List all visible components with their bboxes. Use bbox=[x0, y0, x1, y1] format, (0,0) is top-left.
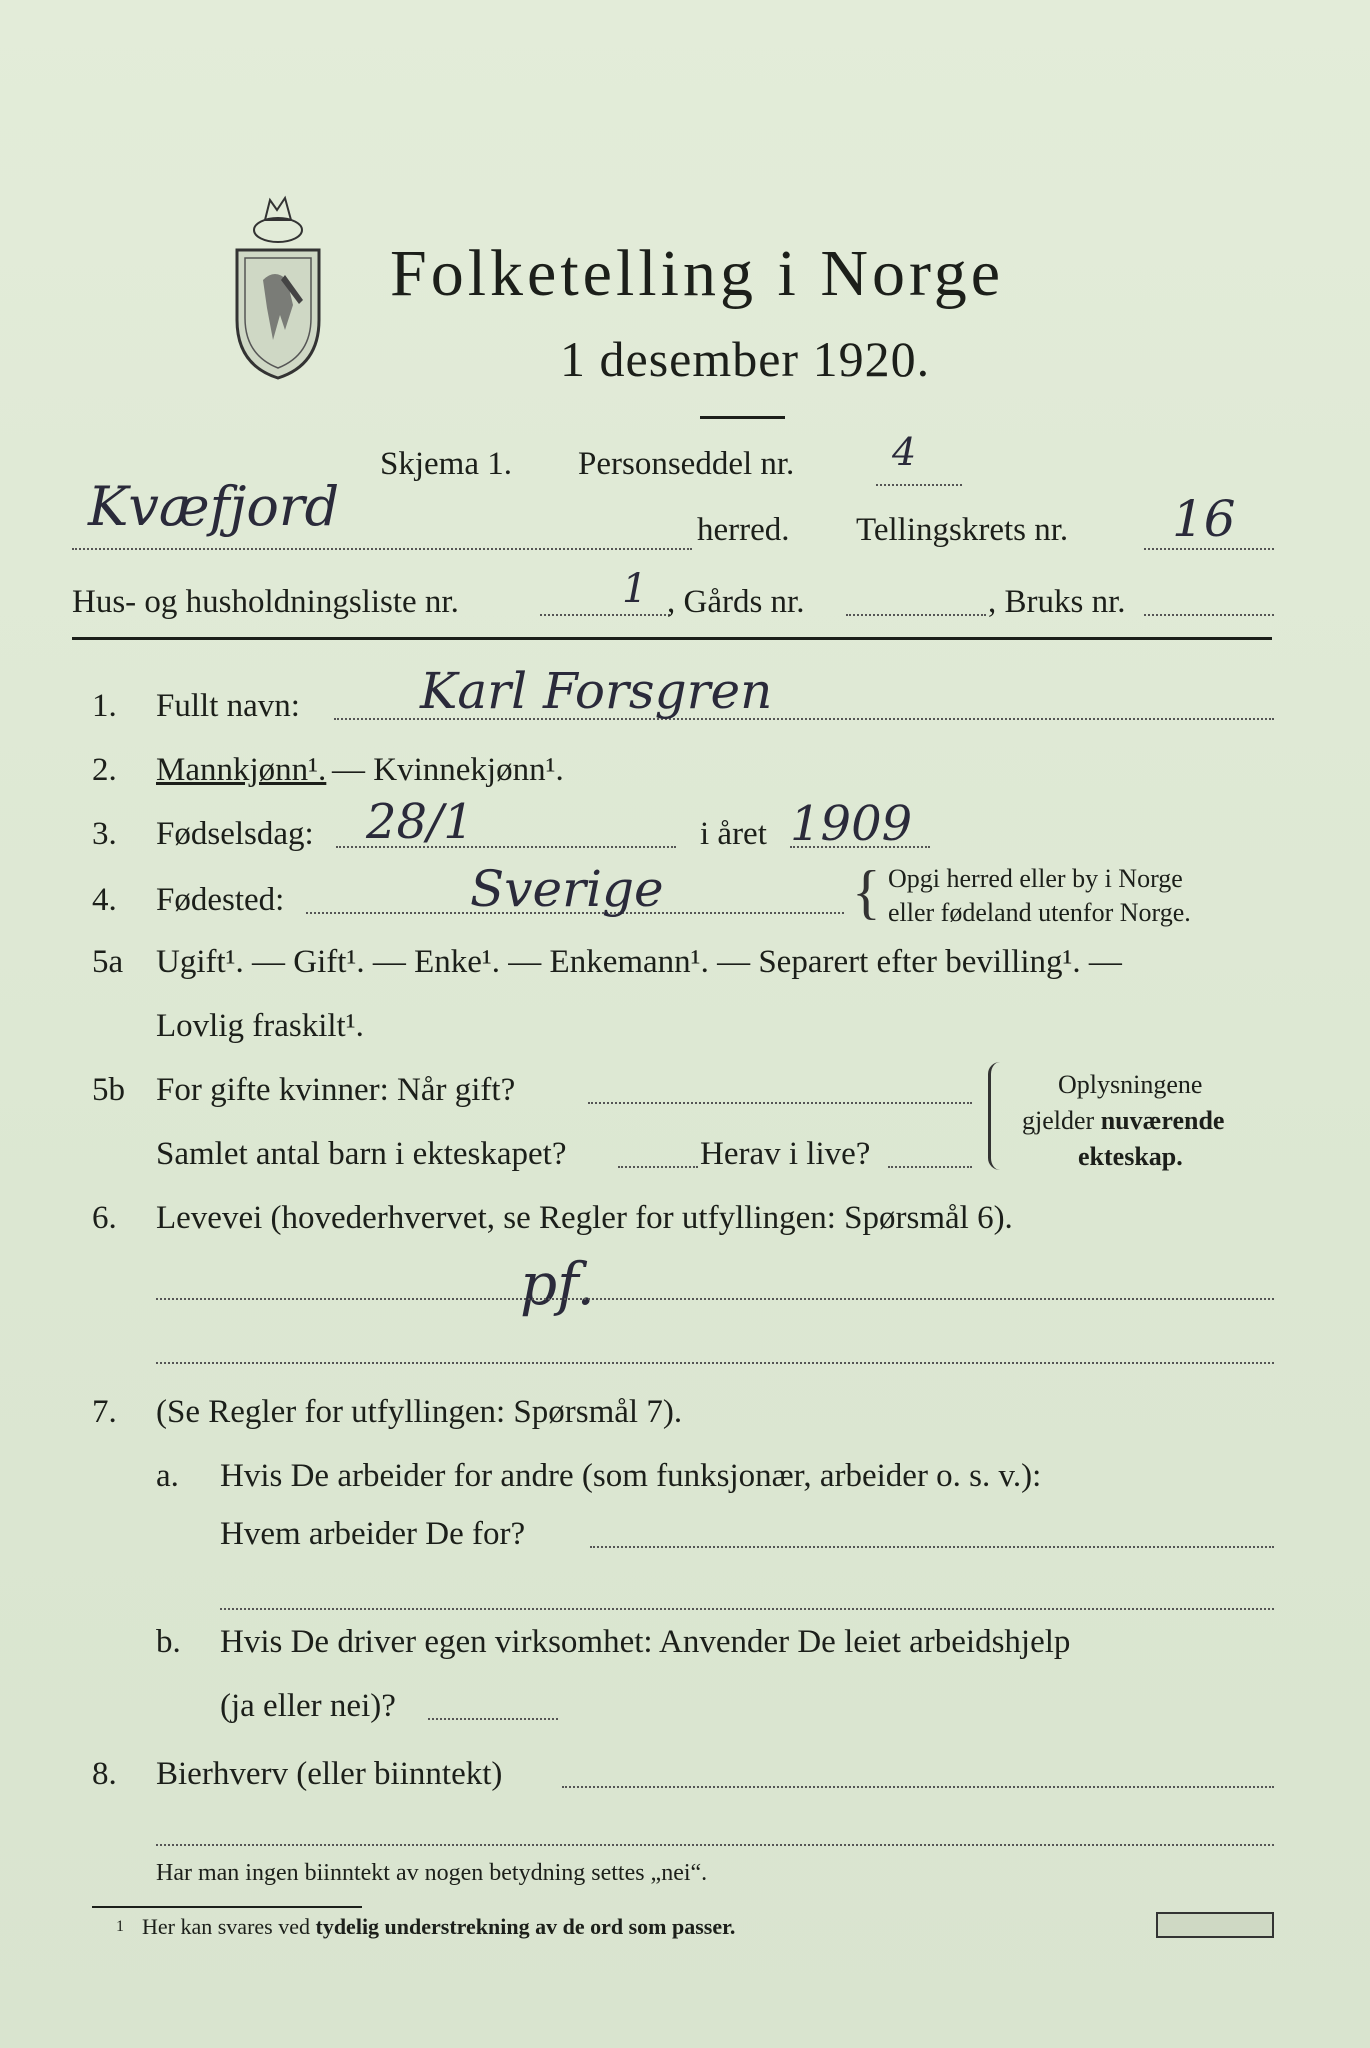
header-divider bbox=[72, 637, 1272, 640]
q5a-line2: Lovlig fraskilt¹. bbox=[156, 1008, 364, 1044]
q5b-label-when-married: For gifte kvinner: Når gift? bbox=[156, 1072, 516, 1108]
q4-value: Sverige bbox=[470, 860, 664, 918]
personseddel-value: 4 bbox=[892, 430, 917, 474]
q8-label: Bierhverv (eller biinntekt) bbox=[156, 1756, 503, 1792]
q3-number: 3. bbox=[92, 816, 117, 852]
q7a-line2: Hvem arbeider De for? bbox=[220, 1516, 526, 1552]
q8-number: 8. bbox=[92, 1756, 117, 1792]
q7a-line1: Hvis De arbeider for andre (som funksjonær, arbeider o. s. v.): bbox=[220, 1458, 1042, 1494]
q7b-line2: (ja eller nei)? bbox=[220, 1688, 396, 1724]
q8-field-line-1 bbox=[562, 1786, 1274, 1788]
q4-number: 4. bbox=[92, 882, 117, 918]
herred-value: Kvæfjord bbox=[88, 475, 340, 538]
q5a-number: 5a bbox=[92, 944, 124, 980]
q2-number: 2. bbox=[92, 752, 117, 788]
q3-year-label: i året bbox=[700, 816, 767, 852]
footnote-text bbox=[142, 1914, 735, 1940]
q7b-line1: Hvis De driver egen virksomhet: Anvender De leiet arbeidshjelp bbox=[220, 1624, 1071, 1660]
q5b-note-brace bbox=[988, 1062, 1001, 1170]
tellingskrets-label: Tellingskrets nr. bbox=[856, 512, 1069, 548]
q7b-letter: b. bbox=[156, 1624, 181, 1660]
q4-note-line2: eller fødeland utenfor Norge. bbox=[888, 898, 1191, 927]
q5b-note-line2 bbox=[1022, 1106, 1224, 1136]
q5b-when-field-line bbox=[588, 1102, 972, 1104]
printer-stamp-icon bbox=[1156, 1912, 1274, 1938]
bruks-label: , Bruks nr. bbox=[988, 584, 1126, 620]
q5b-note-line3: ekteskap. bbox=[1078, 1142, 1183, 1171]
q6-field-line-2 bbox=[156, 1362, 1274, 1364]
q1-number: 1. bbox=[92, 688, 117, 724]
q7b-field-line bbox=[428, 1718, 558, 1720]
q4-note-brace: { bbox=[852, 859, 881, 925]
q5b-note-line2b: nuværende bbox=[1100, 1106, 1225, 1135]
footnote-mark: 1 bbox=[116, 1918, 124, 1935]
q5b-label-children: Samlet antal barn i ekteskapet? bbox=[156, 1136, 567, 1172]
bruks-field-line bbox=[1144, 614, 1274, 616]
footnote-plain: Her kan svares ved bbox=[142, 1914, 316, 1939]
q7a-field-line-1 bbox=[590, 1546, 1274, 1548]
gards-label: , Gårds nr. bbox=[667, 584, 805, 620]
form-date: 1 desember 1920. bbox=[560, 331, 931, 387]
q6-number: 6. bbox=[92, 1200, 117, 1236]
q2-kvinnekjonn: — Kvinnekjønn¹. bbox=[332, 752, 564, 788]
q3-year-value: 1909 bbox=[790, 796, 913, 852]
q4-note-line1: Opgi herred eller by i Norge bbox=[888, 864, 1183, 893]
q5b-number: 5b bbox=[92, 1072, 125, 1108]
q5b-children-field-line bbox=[618, 1166, 698, 1168]
q3-value: 28/1 bbox=[366, 794, 474, 850]
biinntekt-note: Har man ingen biinntekt av nogen betydning settes „nei“. bbox=[156, 1860, 708, 1886]
footnote-bold: tydelig understrekning av de ord som passer. bbox=[315, 1914, 736, 1939]
q5b-note-line1: Oplysningene bbox=[1058, 1070, 1203, 1099]
q1-label: Fullt navn: bbox=[156, 688, 300, 724]
q5b-label-living: Herav i live? bbox=[700, 1136, 871, 1172]
q7a-field-line-2 bbox=[220, 1608, 1274, 1610]
q5a-line1: Ugift¹. — Gift¹. — Enke¹. — Enkemann¹. — Separert efter bevilling¹. — bbox=[156, 944, 1122, 980]
husholdningsliste-field-line bbox=[540, 614, 670, 616]
coat-of-arms-icon bbox=[225, 180, 330, 380]
q7-number: 7. bbox=[92, 1394, 117, 1430]
herred-field-line bbox=[72, 548, 692, 550]
footnote-divider bbox=[92, 1906, 362, 1908]
tellingskrets-value: 16 bbox=[1172, 490, 1236, 548]
tellingskrets-field-line bbox=[1144, 548, 1274, 550]
q2-mannkjonn: Mannkjønn¹. bbox=[156, 752, 327, 788]
q4-label: Fødested: bbox=[156, 882, 285, 918]
husholdningsliste-label: Hus- og husholdningsliste nr. bbox=[72, 584, 459, 620]
herred-label: herred. bbox=[697, 512, 790, 548]
gards-field-line bbox=[846, 614, 986, 616]
husholdningsliste-value: 1 bbox=[622, 566, 648, 612]
q1-value: Karl Forsgren bbox=[420, 662, 773, 720]
q7-label: (Se Regler for utfyllingen: Spørsmål 7). bbox=[156, 1394, 683, 1430]
q6-value: pf. bbox=[520, 1250, 595, 1318]
q5b-living-field-line bbox=[888, 1166, 972, 1168]
title-divider bbox=[700, 416, 785, 419]
q6-field-line-1 bbox=[156, 1298, 1274, 1300]
q7a-letter: a. bbox=[156, 1458, 179, 1494]
schema-label: Skjema 1. bbox=[380, 446, 512, 482]
personseddel-label: Personseddel nr. bbox=[578, 446, 795, 482]
q6-label: Levevei (hovederhvervet, se Regler for utfyllingen: Spørsmål 6). bbox=[156, 1200, 1013, 1236]
form-title: Folketelling i Norge bbox=[390, 237, 1005, 310]
q8-field-line-2 bbox=[156, 1844, 1274, 1846]
q3-label: Fødselsdag: bbox=[156, 816, 314, 852]
personseddel-field-line bbox=[876, 484, 962, 486]
q5b-note-line2a: gjelder bbox=[1022, 1106, 1101, 1135]
